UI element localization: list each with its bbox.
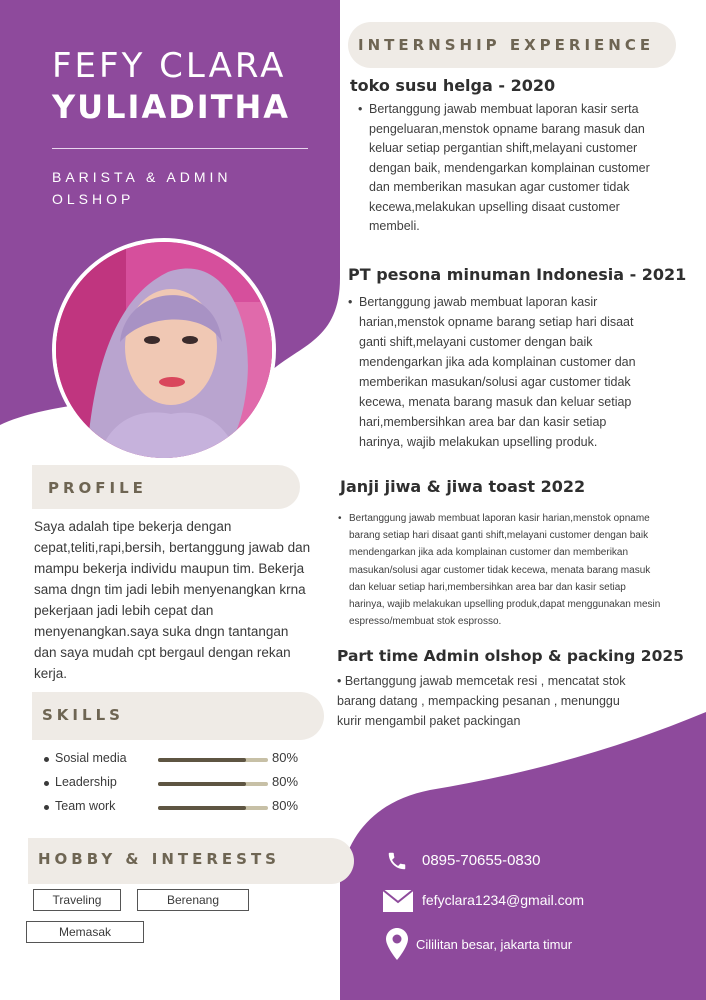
bullet: • — [348, 295, 353, 309]
job-description: • Bertanggung jawab membuat laporan kasir harian,menstok opname barang setiap hari disaat ganti shift,melayani customer dengan baik mendengarkan jika ada komplainan customer dan memberikan masukan/solusi agar customer tidak kecewa, menata barang masuk dan keluar setiap hari,membersihkan area bar dan kasir setiap harinya, wajib melakukan upselling produk,dapat menggunakan mesin espresso/membuat stok esprosso. — [349, 510, 661, 630]
job-description: • Bertanggung jawab memcetak resi , mencatat stok barang datang , mempacking pesanan , menunggu kurir mengambil paket packingan — [337, 674, 626, 728]
portrait-illustration — [56, 242, 276, 462]
skill-percent: 80% — [272, 774, 299, 789]
skill-bar — [158, 782, 268, 786]
hobby-tag: Memasak — [26, 921, 144, 943]
skill-item — [44, 752, 314, 772]
skill-bar — [158, 758, 268, 762]
skill-bar-fill — [158, 782, 246, 786]
bullet: • — [358, 102, 363, 116]
job-description: • Bertanggung jawab membuat laporan kasir harian,menstok opname barang setiap hari disaat ganti shift,melayani customer dengan baik mendengarkan jika ada komplainan customer dan memberikan masukan/solusi agar customer tidak kecewa, menata barang masuk dan keluar setiap hari,membersihkan area bar dan kasir setiap harinya, wajib melakukan upselling produk. — [359, 292, 649, 452]
skill-item — [44, 776, 314, 796]
skill-name: Sosial media — [55, 751, 127, 765]
job-title: Janji jiwa & jiwa toast 2022 — [340, 477, 586, 496]
phone-icon — [386, 850, 408, 872]
job-description: • Bertanggung jawab membuat laporan kasir serta pengeluaran,menstok opname barang masuk dan keluar setiap pergantian shift,melayani customer dengan baik, mendengarkan komplainan customer dan memberikan masukan agar customer tidak kecewa,melakukan upselling disaat customer membeli. — [358, 102, 650, 233]
address: Cililitan besar, jakarta timur — [416, 937, 573, 952]
bullet — [44, 781, 49, 786]
profile-text: Saya adalah tipe bekerja dengan cepat,teliti,rapi,bersih, bertanggung jawab dan mampu bekerja individu maupun tim. Bekerja sama dngn tim jadi lebih menyenangkan krna pekerjaan jadi lebih cepat dan menyenangkan.saya suka dngn tantangan dan saya mudah cpt bergaul dengan rekan kerja. — [34, 519, 311, 681]
bullet — [44, 805, 49, 810]
job-role: BARISTA & ADMIN OLSHOP — [52, 169, 232, 207]
name-divider — [52, 148, 308, 149]
job-title: toko susu helga - 2020 — [350, 76, 556, 95]
profile-photo — [52, 238, 276, 462]
first-name: FEFY CLARA — [52, 46, 287, 86]
bullet: • — [338, 513, 342, 524]
internship-heading: INTERNSHIP EXPERIENCE — [348, 22, 676, 68]
profile-heading: PROFILE — [32, 465, 300, 509]
skill-bar — [158, 806, 268, 810]
email-icon — [383, 890, 413, 912]
skill-bar-fill — [158, 758, 246, 762]
last-name: YULIADITHA — [52, 88, 291, 126]
job-title: Part time Admin olshop & packing 2025 — [337, 647, 684, 665]
skill-percent: 80% — [272, 798, 299, 813]
job-title: PT pesona minuman Indonesia - 2021 — [348, 265, 687, 284]
skill-bar-fill — [158, 806, 246, 810]
hobby-heading: HOBBY & INTERESTS — [28, 838, 354, 884]
location-pin-icon — [386, 928, 408, 960]
phone-number[interactable]: 0895-70655-0830 — [422, 852, 541, 869]
hobby-tag: Traveling — [33, 889, 121, 911]
skill-name: Team work — [55, 799, 116, 813]
skill-percent: 80% — [272, 750, 299, 765]
email-address[interactable]: fefyclara1234@gmail.com — [422, 892, 585, 908]
bullet — [44, 757, 49, 762]
skills-heading: SKILLS — [32, 692, 324, 740]
skill-item — [44, 800, 314, 820]
skill-name: Leadership — [55, 775, 117, 789]
hobby-tag: Berenang — [137, 889, 249, 911]
